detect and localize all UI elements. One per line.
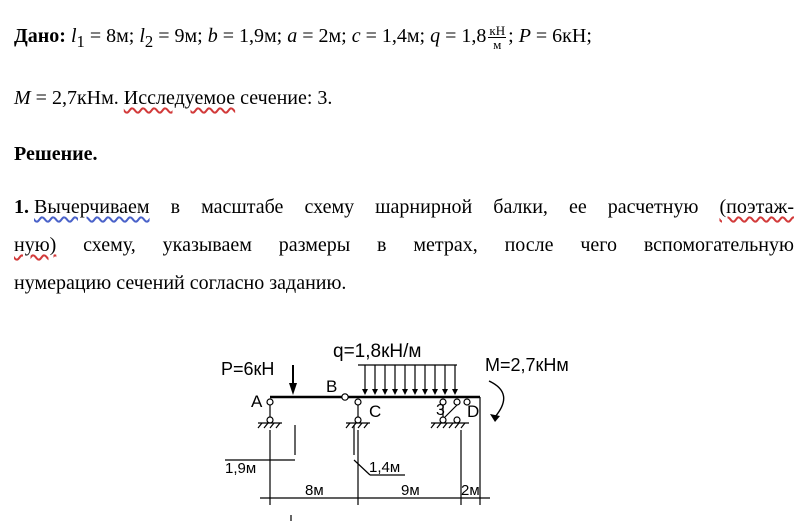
q-load-arrowheads (362, 389, 500, 422)
step1-word-5: шарнирной (375, 196, 473, 218)
q-symbol: q (430, 25, 441, 48)
c-value: = 1,4м; (365, 25, 426, 48)
dim-l2-label: 9м (401, 482, 420, 499)
c-symbol: c (351, 25, 361, 48)
step1-l2-word-8: чего (580, 234, 617, 256)
step1-word-2: в (170, 196, 181, 218)
beam-diagram (205, 335, 605, 521)
step1-l2-word-4: размеры (278, 234, 351, 256)
moment-line (14, 87, 332, 110)
P-label: P=6кН (221, 359, 275, 379)
moment-arc (489, 381, 504, 417)
step1-l2-word-6: метрах, (413, 234, 478, 256)
solution-title: Решение. (14, 143, 98, 165)
step1-l2-word-2: схему, (83, 234, 136, 256)
q-unit-numerator: кН (489, 23, 506, 38)
b-symbol: b (207, 25, 218, 48)
step1-word-9: (поэтаж- (719, 196, 794, 218)
step1-word-7: ее (568, 196, 587, 218)
step1-word-1: Вычерчиваем (34, 196, 150, 218)
section-rest: сечение: 3. (240, 87, 333, 109)
label-section-3: 3 (436, 402, 445, 419)
label-B: B (326, 377, 338, 396)
M-label: M=2,7кНм (485, 355, 569, 375)
given-line (14, 24, 592, 52)
label-C: C (369, 402, 382, 421)
P-value: = 6кН; (535, 25, 592, 48)
step1-l2-word-9: вспомогательную (643, 234, 794, 256)
dim-a-label: 2м (461, 482, 480, 499)
section-word: Исследуемое (123, 87, 236, 109)
P-load-arrow (289, 365, 297, 395)
a-symbol: a (287, 25, 298, 48)
label-D: D (467, 402, 480, 421)
l2-value: = 9м; (158, 25, 203, 48)
step1-line1 (14, 196, 794, 219)
q-label: q=1,8кН/м (333, 341, 422, 362)
label-A: A (251, 392, 263, 411)
l1-subscript: 1 (76, 32, 85, 52)
step1-word-6: балки, (493, 196, 548, 218)
step1-l2-word-7: после (504, 234, 554, 256)
hinge-B (342, 394, 348, 400)
dim-c-label: 1,4м (369, 459, 401, 476)
step1-l2-word-3: указываем (162, 234, 252, 256)
b-value: = 1,9м; (222, 25, 283, 48)
step1-l2-word-1: ную) (14, 234, 57, 256)
M-symbol: M (14, 87, 31, 109)
given-label: Дано: (14, 25, 66, 48)
step1-word-8: расчетную (607, 196, 699, 218)
step1-line2 (14, 234, 794, 257)
P-symbol: P (518, 25, 531, 48)
q-unit-denominator: м (493, 37, 502, 52)
step1-l2-word-5: в (377, 234, 387, 256)
q-separator: ; (508, 25, 514, 48)
step1-word-4: схему (304, 196, 355, 218)
l2-subscript: 2 (144, 32, 154, 52)
q-value: = 1,8 (445, 25, 487, 48)
q-load-arrows (365, 365, 455, 393)
M-value: = 2,7кНм. (35, 87, 119, 109)
dim-l1-label: 8м (305, 482, 324, 499)
step1-number: 1. (14, 196, 29, 218)
step1-line3: нумерацию сечений согласно заданию. (14, 272, 347, 294)
l2-symbol: l (139, 25, 145, 48)
l1-value: = 8м; (89, 25, 135, 48)
q-unit-fraction (488, 24, 506, 51)
step1-word-3: масштабе (201, 196, 284, 218)
a-value: = 2м; (302, 25, 347, 48)
dim-b-label: 1,9м (225, 460, 257, 477)
l1-symbol: l (70, 25, 77, 48)
